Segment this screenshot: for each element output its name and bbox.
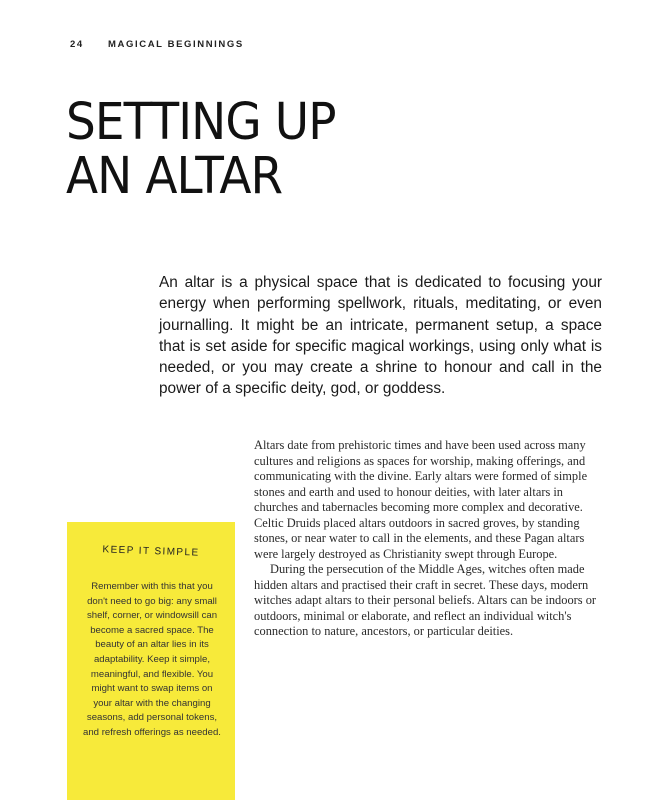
intro-paragraph: An altar is a physical space that is dedicated to focusing your energy when performing spellwork, rituals, meditating, or even journalling. It might be an intricate, permanent setup, a space that is set aside for specific magical workings, using only what is needed, or you may create a shrine to honour and call in the power of a specific deity, god, or goddess. (159, 274, 602, 398)
body-paragraph-1: Altars date from prehistoric times and have been used across many cultures and religions as spaces for worship, making offerings, and communicating with the divine. Early altars were formed of simple stones and earth and used to honour deities, with later altars in churches and tabernacles becoming more complex and decorative. Celtic Druids placed altars outdoors in sacred groves, by standing stones, or near water to call in the elements, and these Pagan altars were largely destroyed as Christianity swept through Europe. (254, 438, 588, 561)
sidebar-heading: KEEP IT SIMPLE (102, 544, 200, 559)
body-text (254, 438, 602, 640)
page-title-line-1: SETTING UP (66, 93, 336, 152)
page-title (66, 93, 359, 206)
section-title: MAGICAL BEGINNINGS (108, 39, 244, 50)
running-head (70, 39, 244, 50)
body-paragraph-2: During the persecution of the Middle Ages, witches often made hidden altars and practised their craft in secret. These days, modern witches adapt altars to their personal beliefs. Altars can be indoors or outdoors, minimal or elaborate, and reflect an individual witch's connection to nature, ancestors, or particular deities. (254, 562, 597, 638)
sidebar-text: Remember with this that you don't need to go big: any small shelf, corner, or windowsill can become a sacred space. The beauty of an altar lies in its adaptability. Keep it simple, meaningful, and flexible. You might want to swap items on your altar with the changing seasons, add personal tokens, and refresh offerings as needed. (83, 581, 221, 738)
page-number: 24 (70, 39, 84, 50)
tip-sidebar (67, 522, 235, 800)
page-title-line-2: AN ALTAR (66, 147, 283, 206)
